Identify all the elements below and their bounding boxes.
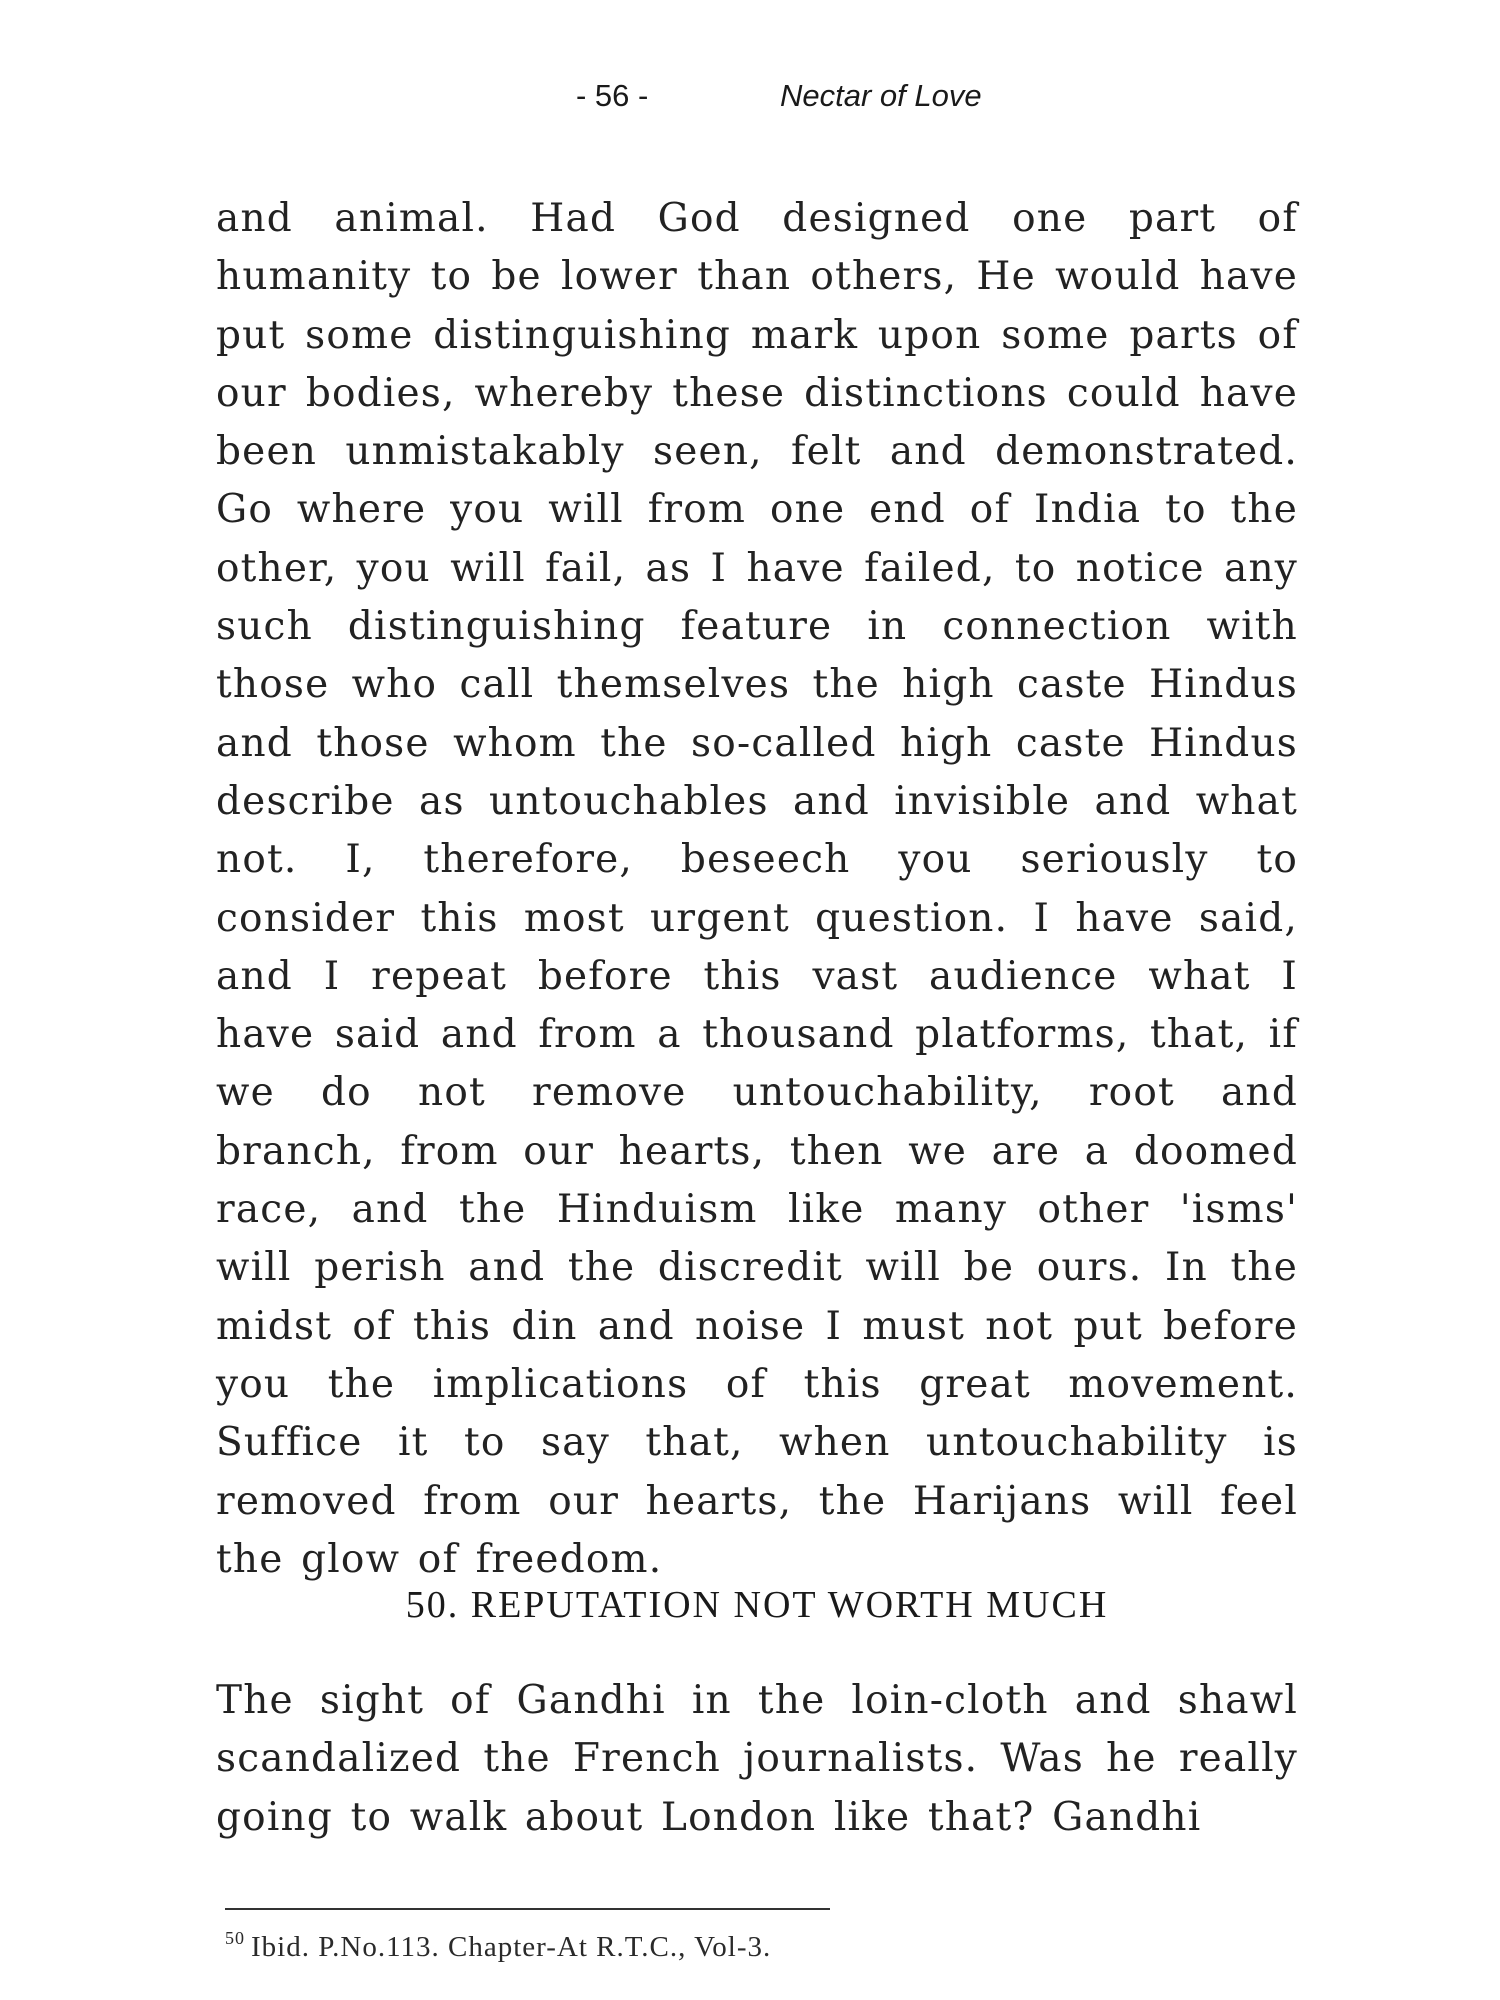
footnote-divider bbox=[225, 1908, 830, 1910]
footnote-marker: 50 bbox=[225, 1928, 245, 1948]
footnote-text: Ibid. P.No.113. Chapter-At R.T.C., Vol-3. bbox=[251, 1931, 772, 1963]
body-paragraph-2: The sight of Gandhi in the loin-cloth and shawl scandalized the French journalists. Was he really going to walk about London like that? Gandhi bbox=[216, 1678, 1298, 1840]
running-title: Nectar of Love bbox=[780, 78, 982, 113]
section-heading: 50. REPUTATION NOT WORTH MUCH bbox=[405, 1584, 1109, 1626]
footnote bbox=[225, 1928, 771, 1964]
page-number: - 56 - bbox=[576, 78, 649, 113]
page-header bbox=[0, 78, 1500, 122]
body-paragraph-1: and animal. Had God designed one part of humanity to be lower than others, He would have put some distinguishing mark upon some parts of our bodies, whereby these distinctions could have been unmistakably seen, felt and demonstrated. Go where you will from one end of India to the other, you will fail, as I have failed, to notice any such distinguishing feature in connection with those who call themselves the high caste Hindus and those whom the so-called high caste Hindus describe as untouchables and invisible and what not. I, therefore, beseech you seriously to consider this most urgent question. I have said, and I repeat before this vast audience what I have said and from a thousand platforms, that, if we do not remove untouchability, root and branch, from our hearts, then we are a doomed race, and the Hinduism like many other 'isms' will perish and the discredit will be ours. In the midst of this din and noise I must not put before you the implications of this great movement. Suffice it to say that, when untouchability is removed from our hearts, the Harijans will feel the glow of freedom. bbox=[216, 196, 1298, 1582]
